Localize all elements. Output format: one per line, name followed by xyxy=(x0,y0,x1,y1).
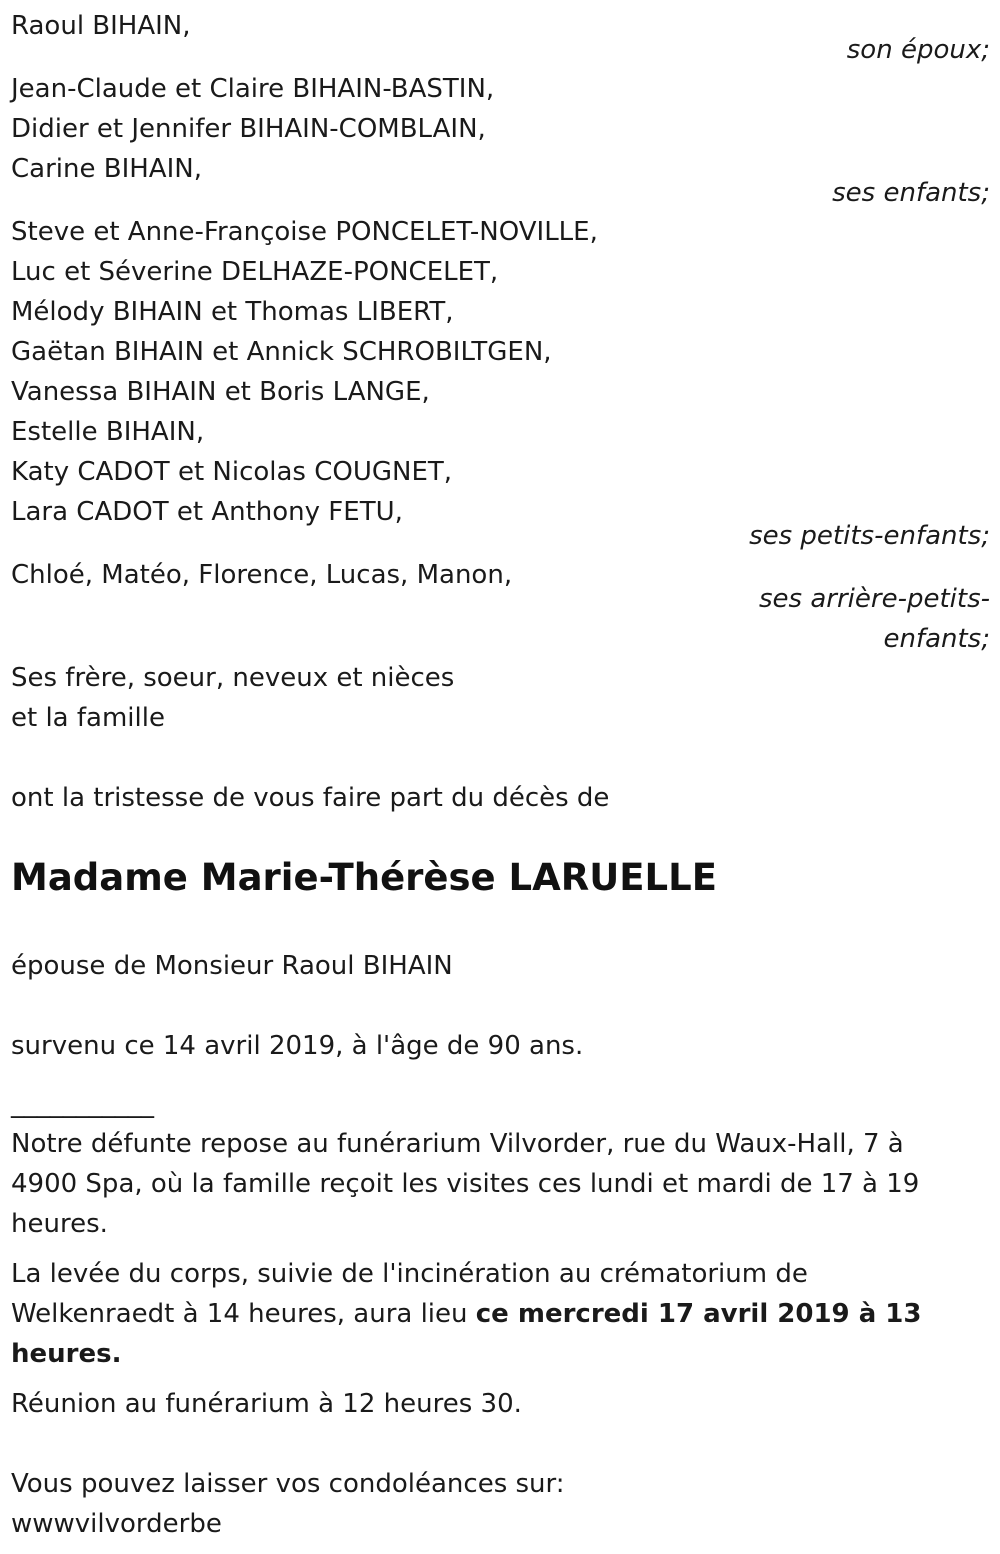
children-role: ses enfants; xyxy=(832,178,990,208)
condolences-website: wwwvilvorderbe xyxy=(11,1509,222,1539)
deceased-name: Madame Marie-Thérèse LARUELLE xyxy=(11,856,717,899)
grandchild-name-7: Katy CADOT et Nicolas COUGNET, xyxy=(11,457,453,487)
family-line-1: Ses frère, soeur, neveux et nièces xyxy=(11,663,455,693)
grandchild-name-1: Steve et Anne-Françoise PONCELET-NOVILLE, xyxy=(11,217,598,247)
grandchild-name-4: Gaëtan BIHAIN et Annick SCHROBILTGEN, xyxy=(11,337,552,367)
grandchild-name-8: Lara CADOT et Anthony FETU, xyxy=(11,497,403,527)
child-name-3: Carine BIHAIN, xyxy=(11,154,202,184)
condolences-line-1: Vous pouvez laisser vos condoléances sur: xyxy=(11,1469,565,1499)
great-grandchildren-role-line1: ses arrière-petits- xyxy=(759,584,990,614)
great-grandchildren-role-line2: enfants; xyxy=(883,624,990,654)
meeting-text: Réunion au funérarium à 12 heures 30. xyxy=(11,1389,522,1419)
grandchild-name-2: Luc et Séverine DELHAZE-PONCELET, xyxy=(11,257,499,287)
deceased-relation: épouse de Monsieur Raoul BIHAIN xyxy=(11,951,453,981)
ceremony-paragraph xyxy=(11,1254,971,1374)
child-name-2: Didier et Jennifer BIHAIN-COMBLAIN, xyxy=(11,114,486,144)
ceremony-text: La levée du corps, suivie de l'incinération au crématorium de Welkenraedt à 14 heures, aura lieu xyxy=(11,1259,808,1329)
separator-line: ___________ xyxy=(11,1089,154,1119)
grandchild-name-5: Vanessa BIHAIN et Boris LANGE, xyxy=(11,377,430,407)
deceased-date-line: survenu ce 14 avril 2019, à l'âge de 90 ans. xyxy=(11,1031,584,1061)
grandchild-name-6: Estelle BIHAIN, xyxy=(11,417,205,447)
spouse-name: Raoul BIHAIN, xyxy=(11,11,191,41)
rest-paragraph: Notre défunte repose au funérarium Vilvorder, rue du Waux-Hall, 7 à 4900 Spa, où la famille reçoit les visites ces lundi et mardi de 17 à 19 heures. xyxy=(11,1129,920,1239)
ceremony-date-bold: ce mercredi 17 avril 2019 à 13 heures. xyxy=(11,1299,922,1369)
great-grandchildren-names: Chloé, Matéo, Florence, Lucas, Manon, xyxy=(11,560,513,590)
grandchildren-role: ses petits-enfants; xyxy=(749,521,990,551)
child-name-1: Jean-Claude et Claire BIHAIN-BASTIN, xyxy=(11,74,495,104)
grandchild-name-3: Mélody BIHAIN et Thomas LIBERT, xyxy=(11,297,454,327)
announcement-text: ont la tristesse de vous faire part du décès de xyxy=(11,783,610,813)
spouse-role: son époux; xyxy=(846,35,990,65)
family-line-2: et la famille xyxy=(11,703,165,733)
